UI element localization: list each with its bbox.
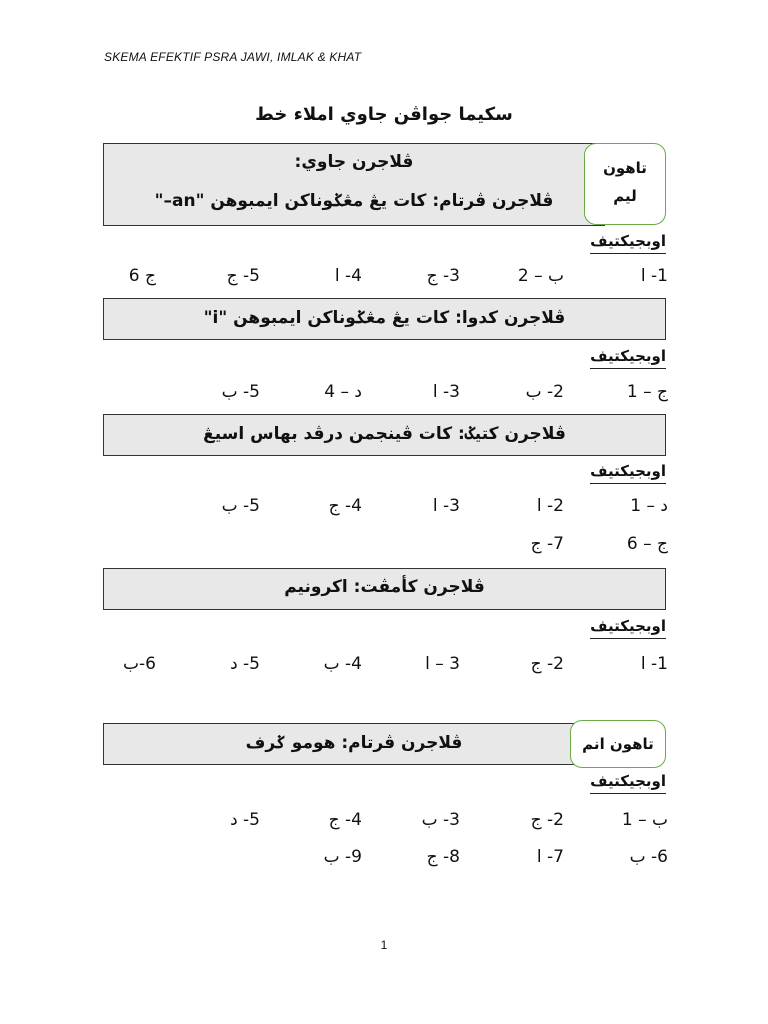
- objective-label: اوبجيکتيف: [590, 347, 666, 369]
- document-title: سکيما جواڤن جاوي املاء خط: [255, 104, 513, 125]
- section4-box: [103, 568, 666, 610]
- answer-item: 3- ا: [432, 382, 460, 402]
- answer-item: 4- ج: [328, 810, 362, 830]
- section2-box: [103, 298, 666, 340]
- section3-box: [103, 414, 666, 456]
- year6-label: تاهون انم: [582, 735, 654, 753]
- answer-item: 5- د: [230, 810, 260, 830]
- section5-title: ڤلاجرن ڤرتام: هومو ݢرف: [245, 733, 463, 753]
- section5-box: [103, 723, 605, 765]
- answer-item: 5- د: [230, 654, 260, 674]
- answer-item: ب – 1: [621, 810, 668, 830]
- answer-item: 5- ب: [221, 496, 260, 516]
- section1-box: [103, 143, 605, 226]
- section4-title: ڤلاجرن کأمڤت: اکرونيم: [284, 577, 485, 597]
- year5-label-line1: تاهون: [603, 159, 647, 177]
- answer-item: د – 1: [630, 496, 668, 516]
- answer-item: 4- ج: [328, 496, 362, 516]
- answer-item: 6- ب: [629, 847, 668, 867]
- section1-heading: ڤلاجرن جاوي:: [294, 152, 414, 172]
- answer-item: 2- ا: [536, 496, 564, 516]
- answer-item: 4- ا: [334, 266, 362, 286]
- answer-item: ب – 2: [517, 266, 564, 286]
- answer-item: ج 6: [128, 266, 156, 286]
- answer-item: 3- ب: [421, 810, 460, 830]
- answer-item: 6-ب: [123, 654, 156, 674]
- year5-tag: [584, 143, 666, 225]
- answer-item: 5- ب: [221, 382, 260, 402]
- objective-label: اوبجيکتيف: [590, 772, 666, 794]
- answer-item: 9- ب: [323, 847, 362, 867]
- answer-item: 7- ا: [536, 847, 564, 867]
- answer-item: ج – 1: [626, 382, 668, 402]
- section1-title: ڤلاجرن ڤرتام: کات يڠ مڠݢوناکن ايمبوهن "an–": [154, 191, 554, 211]
- year6-tag: [570, 720, 666, 768]
- answer-item: 4- ب: [323, 654, 362, 674]
- answer-item: 3- ا: [432, 496, 460, 516]
- answer-item: 3 – ا: [425, 654, 460, 674]
- answer-item: 3- ج: [426, 266, 460, 286]
- answer-item: 2- ب: [525, 382, 564, 402]
- answer-item: 1- ا: [640, 654, 668, 674]
- objective-label: اوبجيکتيف: [590, 617, 666, 639]
- answer-item: 2- ج: [530, 810, 564, 830]
- answer-item: 7- ج: [530, 534, 564, 554]
- answer-item: 1- ا: [640, 266, 668, 286]
- section3-title: ڤلاجرن کتيݢ: کات ڤينجمن درڤد بهاس اسيڠ: [203, 424, 566, 444]
- section2-title: ڤلاجرن کدوا: کات يڠ مڠݢوناکن ايمبوهن "i": [203, 308, 566, 328]
- answer-item: 5- ج: [226, 266, 260, 286]
- answer-item: 8- ج: [426, 847, 460, 867]
- objective-label: اوبجيکتيف: [590, 462, 666, 484]
- answer-item: ج – 6: [626, 534, 668, 554]
- year5-label-line2: ليم: [613, 187, 637, 205]
- answer-item: 2- ج: [530, 654, 564, 674]
- page-number: 1: [380, 938, 388, 952]
- page-header: SKEMA EFEKTIF PSRA JAWI, IMLAK & KHAT: [104, 50, 362, 64]
- objective-label: اوبجيکتيف: [590, 232, 666, 254]
- answer-item: د – 4: [324, 382, 362, 402]
